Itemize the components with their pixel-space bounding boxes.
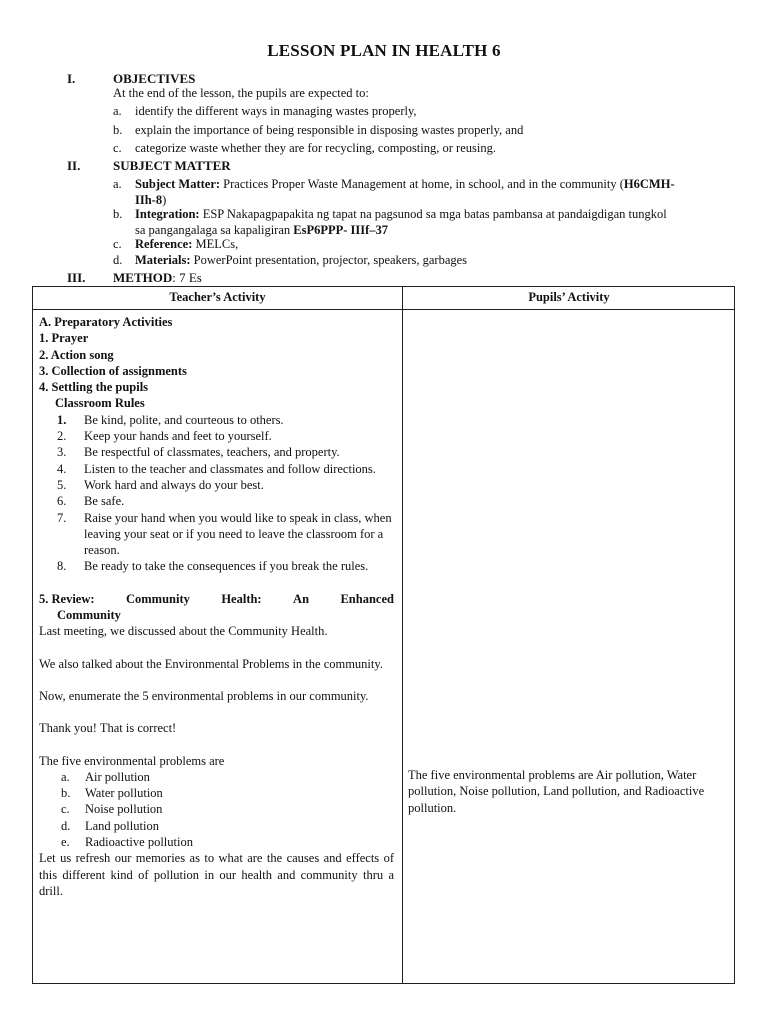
item-text: Air pollution [85,769,150,784]
preparatory-heading: A. Preparatory Activities [39,315,173,329]
pupil-answer: The five environmental problems are Air pollution, Water pollution, Noise pollution, Land pollution, and Radioactive pollution. [408,768,705,815]
page-title: LESSON PLAN IN HEALTH 6 [267,41,501,60]
item-text: Water pollution [85,786,163,801]
classroom-rules-heading: Classroom Rules [55,396,145,411]
section-title: SUBJECT MATTER [113,158,231,173]
objective-item [113,123,524,139]
rule-number: 2. [57,429,67,444]
item-letter: e. [61,835,70,850]
review-word: 5. Review: [39,591,95,606]
pollution-item [39,769,394,785]
item-letter: d. [61,818,71,833]
step-item: 3. Collection of assignments [39,363,187,378]
item-label: Integration: [135,207,200,221]
header-divider [33,309,734,310]
rule-text: Work hard and always do your best. [84,477,264,492]
rule-item [39,493,394,509]
column-divider [402,287,403,983]
item-body: ESP Nakapagpapakita ng tapat na pagsunod sa mga batas pambansa at pandaigdigan tungkol sa pangangalaga sa kapaligiran [135,207,667,237]
objectives-heading [67,71,195,87]
competency-code: EsP6PPP- IIIf–37 [293,222,389,237]
item-letter: c. [113,141,122,155]
item-text [135,207,675,238]
rule-text: Raise your hand when you would like to speak in class, when leaving your seat or if you need to leave the classroom for a reason. [84,510,392,558]
item-text: explain the importance of being responsible in disposing wastes properly, and [135,123,524,137]
step-item: 1. Prayer [39,331,89,346]
rule-number: 5. [57,477,67,492]
rule-number: 8. [57,559,67,574]
item-letter: b. [61,786,71,801]
subject-item [113,237,239,253]
rule-text: Listen to the teacher and classmates and follow directions. [84,461,376,476]
paragraph: Now, enumerate the 5 environmental problems in our community. [39,688,369,703]
rule-number: 3. [57,445,67,460]
objective-item [113,141,496,157]
rule-item [39,412,394,428]
paragraph: Let us refresh our memories as to what are the causes and effects of this different kind of pollution in our health and community thru a drill. [39,851,394,898]
item-label: Materials: [135,253,191,267]
rule-text: Be ready to take the consequences if you break the rules. [84,559,369,574]
rule-number: 7. [57,510,67,525]
section-number: I. [67,71,76,86]
step-item: 4. Settling the pupils [39,380,149,395]
pollution-item [39,818,394,834]
item-letter: c. [113,237,122,251]
paragraph: The five environmental problems are [39,753,225,768]
rule-text: Be kind, polite, and courteous to others. [84,412,284,427]
method-text: : 7 Es [172,270,202,285]
item-text [135,253,675,269]
activity-table [32,286,735,984]
item-text [135,237,675,253]
pollution-item [39,785,394,801]
pupils-activity-header: Pupils’ Activity [528,290,610,304]
rule-item [39,510,394,559]
review-word: Health: [221,591,262,606]
item-label: Reference: [135,237,193,251]
item-letter: a. [61,769,70,784]
subject-item [113,177,675,207]
rule-item [39,477,394,493]
rule-number: 4. [57,461,67,476]
item-letter: b. [113,207,123,221]
item-text: Land pollution [85,818,159,833]
review-heading [39,591,394,607]
item-text [135,177,675,208]
item-text: categorize waste whether they are for recycling, composting, or reusing. [135,141,496,155]
subject-matter-heading [67,158,231,174]
rule-item [39,428,394,444]
subject-item [113,207,667,237]
rule-text: Keep your hands and feet to yourself. [84,429,272,444]
section-number: II. [67,158,81,173]
paragraph: We also talked about the Environmental Problems in the community. [39,656,383,671]
item-body: MELCs, [192,237,239,251]
item-body: Practices Proper Waste Management at home, in school, and in the community ( [220,177,624,191]
rule-number: 1. [57,412,67,427]
section-number: III. [67,270,86,285]
item-text: Noise pollution [85,802,163,817]
objectives-intro: At the end of the lesson, the pupils are expected to: [113,86,369,100]
item-label: Subject Matter: [135,177,221,191]
rule-item [39,461,394,477]
rule-item [39,444,394,460]
item-text: identify the different ways in managing wastes properly, [135,104,417,118]
item-letter: a. [113,177,122,191]
item-letter: b. [113,123,123,137]
review-word: An [293,591,310,606]
method-heading [67,270,202,286]
rule-text: Be respectful of classmates, teachers, and property. [84,445,340,460]
pollution-item [39,801,394,817]
objective-item [113,104,417,120]
pollution-list [39,769,394,850]
section-title: METHOD [113,270,173,285]
item-letter: d. [113,253,123,267]
item-text: Radioactive pollution [85,835,193,850]
rule-number: 6. [57,494,67,509]
step-item: 2. Action song [39,347,114,362]
review-word: Community [57,608,121,623]
review-word: Enhanced [340,591,394,606]
section-title: OBJECTIVES [113,71,196,86]
classroom-rules-list [39,412,394,575]
teacher-activity-cell [39,314,394,899]
rule-text: Be safe. [84,494,125,509]
subject-item [113,253,468,269]
item-end: ) [162,192,167,207]
item-body: PowerPoint presentation, projector, speakers, garbages [190,253,468,267]
item-letter: c. [61,802,70,817]
rule-item [39,558,394,574]
paragraph: Last meeting, we discussed about the Community Health. [39,624,328,639]
item-letter: a. [113,104,122,118]
competency-code: H6CMH-IIh-8 [135,177,675,207]
paragraph: Thank you! That is correct! [39,721,177,736]
pollution-item [39,834,394,850]
review-word: Community [125,591,190,606]
teacher-activity-header: Teacher’s Activity [169,290,266,304]
